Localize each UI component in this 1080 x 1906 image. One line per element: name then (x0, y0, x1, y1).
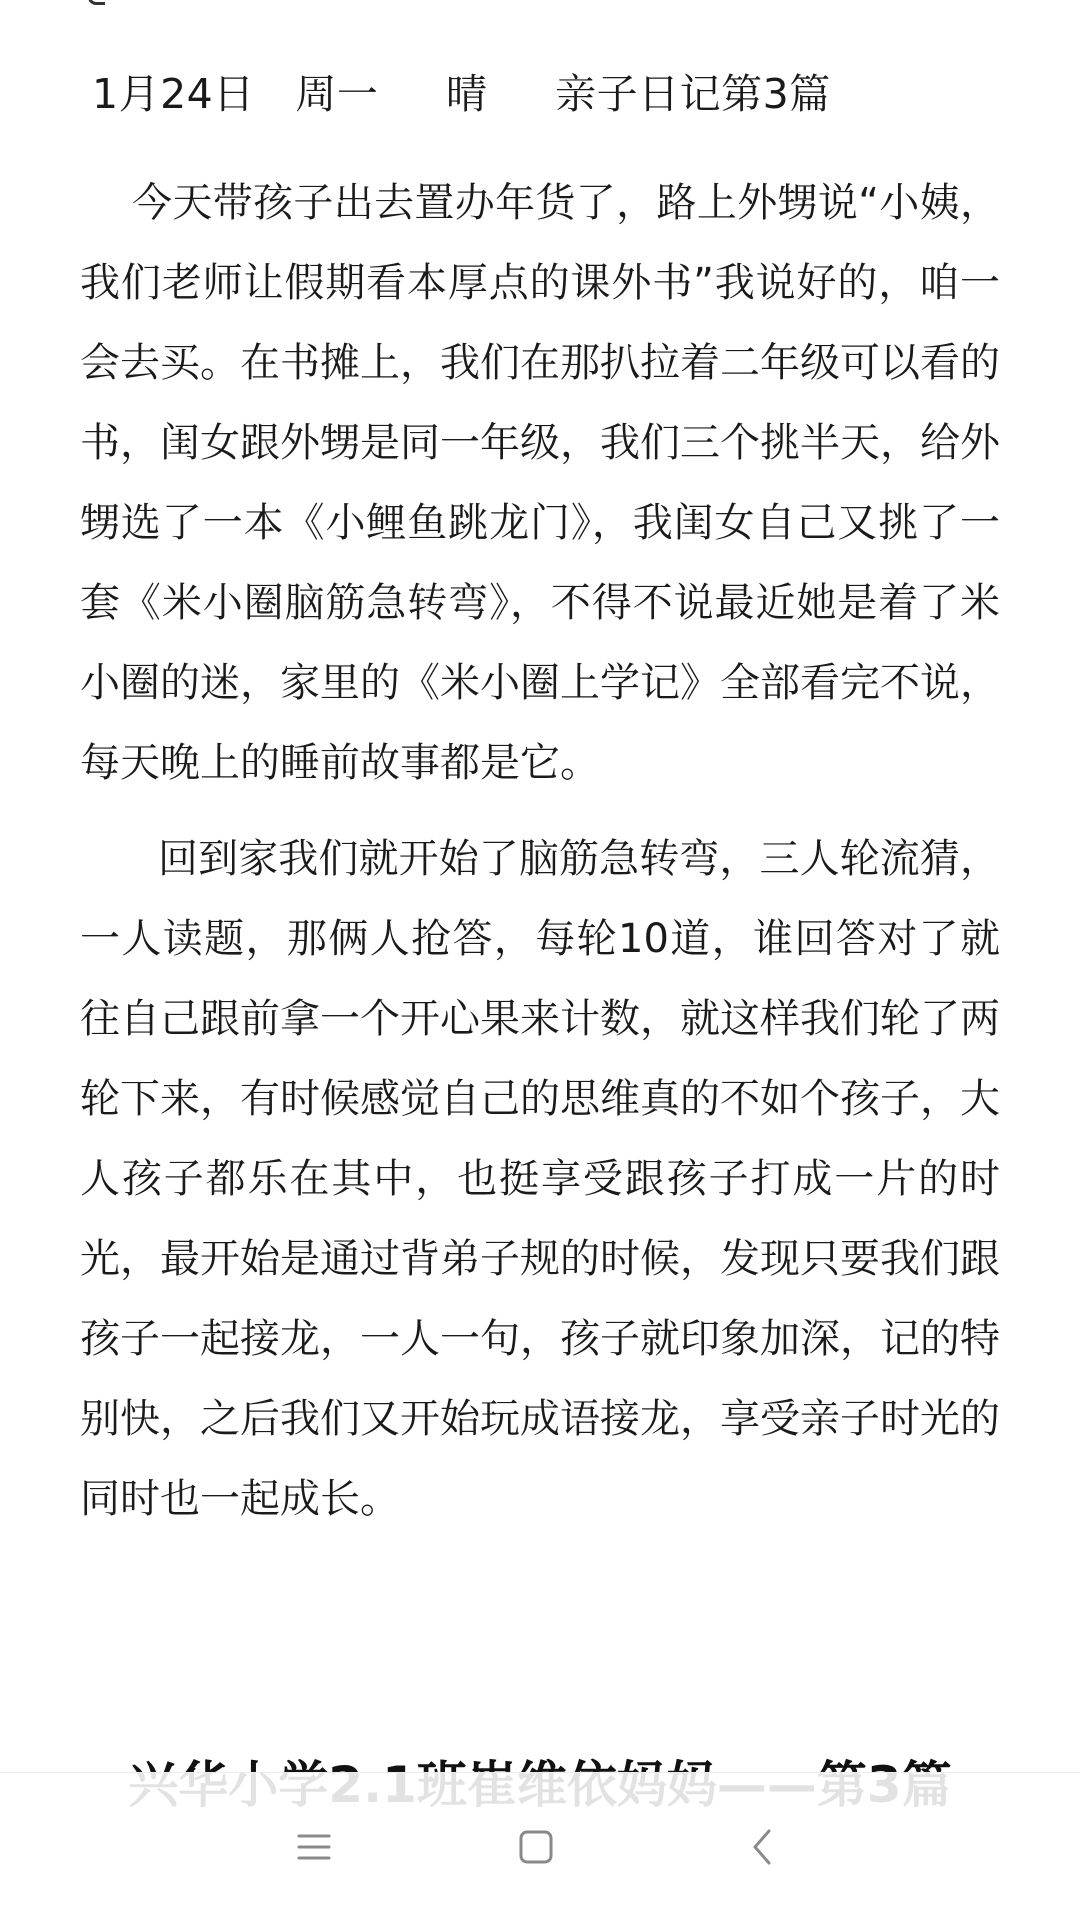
menu-lines-icon (297, 1832, 331, 1862)
diary-paragraph-1: 今天带孩子出去置办年货了，路上外甥说“小姨，我们老师让假期看本厚点的课外书”我说好的，咱一会去买。在书摊上，我们在那扒拉着二年级可以看的书，闺女跟外甥是同一年级，我们三个挑半天，给外甥选了一本《小鲤鱼跳龙门》，我闺女自己又挑了一套《米小圈脑筋急转弯》，不得不说最近她是着了米小圈的迷，家里的《米小圈上学记》全部看完不说，每天晚上的睡前故事都是它。 (80, 180, 1000, 786)
chevron-left-back-icon (750, 1828, 774, 1866)
system-navigation-bar (0, 1772, 1080, 1906)
diary-content (80, 163, 1000, 1539)
diary-date-line: 1月24日 周一 晴 亲子日记第3篇 (92, 70, 831, 118)
square-home-icon (519, 1830, 553, 1864)
home-button[interactable] (506, 1817, 566, 1877)
decorative-mark (88, 0, 105, 5)
menu-button[interactable] (284, 1817, 344, 1877)
diary-paragraph-2: 回到家我们就开始了脑筋急转弯，三人轮流猜，一人读题，那俩人抢答，每轮10道，谁回答对了就往自己跟前拿一个开心果来计数，就这样我们轮了两轮下来，有时候感觉自己的思维真的不如个孩子，大人孩子都乐在其中，也挺享受跟孩子打成一片的时光，最开始是通过背弟子规的时候，发现只要我们跟孩子一起接龙，一人一句，孩子就印象加深，记的特别快，之后我们又开始玩成语接龙，享受亲子时光的同时也一起成长。 (80, 836, 1000, 1522)
back-button[interactable] (732, 1817, 792, 1877)
